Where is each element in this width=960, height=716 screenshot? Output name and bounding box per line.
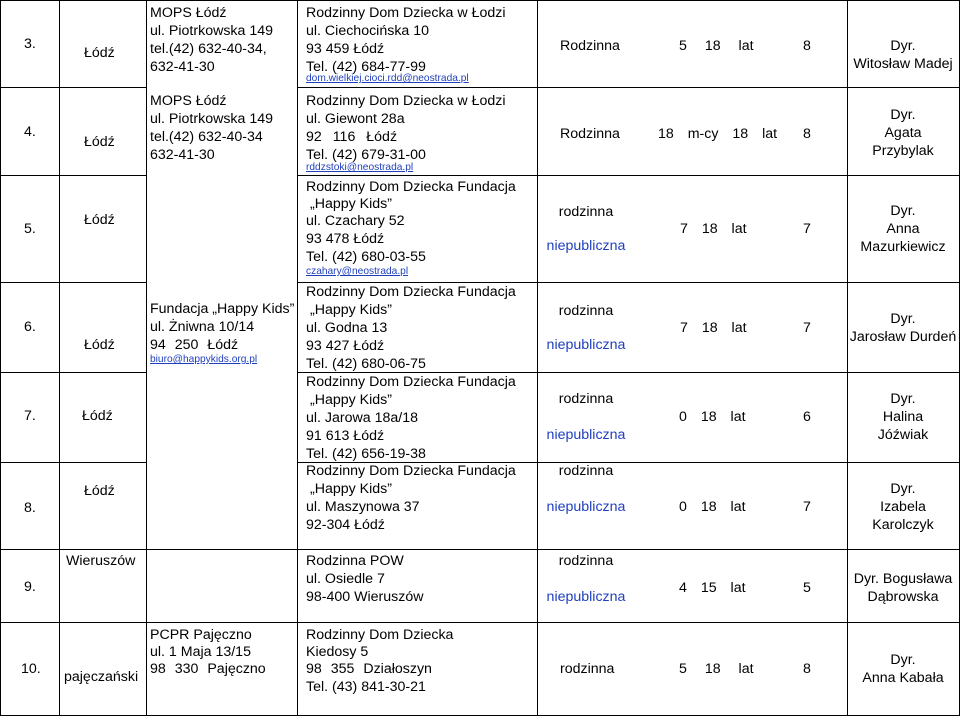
- home-line: 93 427 Łódź: [306, 338, 385, 354]
- home-line: 98-400 Wieruszów: [306, 589, 424, 605]
- home-type: niepubliczna: [546, 589, 626, 605]
- row-divider: [0, 87, 146, 88]
- home-line: Tel. (42) 680-03-55: [306, 249, 426, 265]
- row-number: 3.: [24, 36, 36, 52]
- col-divider: [537, 0, 538, 716]
- age-range: 5 18 lat: [679, 38, 754, 54]
- home-line: 92-304 Łódź: [306, 517, 385, 533]
- director-line: Dyr.: [890, 391, 916, 407]
- home-line: ul. Czachary 52: [306, 213, 405, 229]
- director-line: Dyr.: [890, 652, 916, 668]
- director-line: Jóźwiak: [877, 427, 929, 443]
- row-number: 6.: [24, 319, 36, 335]
- director-line: Mazurkiewicz: [860, 239, 946, 255]
- org-line: 632-41-30: [150, 59, 215, 75]
- org-line: ul. Piotrkowska 149: [150, 23, 274, 39]
- row-divider: [0, 0, 960, 1]
- home-line: Rodzinny Dom Dziecka Fundacja: [306, 463, 516, 479]
- org-line: 632-41-30: [150, 147, 215, 163]
- age-range: 0 18 lat: [679, 499, 746, 515]
- row-city: Łódź: [84, 134, 115, 150]
- director-line: Anna: [886, 221, 920, 237]
- row-city: Łódź: [84, 212, 115, 228]
- row-divider: [297, 175, 960, 176]
- director-line: Halina: [882, 409, 924, 425]
- home-type: Rodzinna: [560, 126, 620, 142]
- places-count: 7: [803, 221, 811, 237]
- row-city: Wieruszów: [66, 553, 136, 569]
- home-line: Kiedosy 5: [306, 644, 369, 660]
- row-number: 4.: [24, 124, 36, 140]
- home-line: Rodzinny Dom Dziecka: [306, 627, 454, 643]
- home-line: Rodzinny Dom Dziecka Fundacja: [306, 374, 516, 390]
- director-line: Dyr.: [890, 481, 916, 497]
- home-email-link[interactable]: rddzstoki@neostrada.pl: [306, 162, 414, 173]
- home-email-link[interactable]: dom.wielkiej.cioci.rdd@neostrada.pl: [306, 73, 469, 84]
- places-count: 6: [803, 409, 811, 425]
- org-line: PCPR Pajęczno: [150, 627, 252, 643]
- director-line: Agata: [884, 125, 922, 141]
- director-line: Dyr.: [890, 203, 916, 219]
- home-line: Tel. (42) 679-31-00: [306, 147, 426, 163]
- home-line: „Happy Kids”: [310, 481, 393, 497]
- home-type: niepubliczna: [546, 238, 626, 254]
- director-line: Anna Kabała: [862, 670, 944, 686]
- home-line: 92 116 Łódź: [306, 129, 398, 145]
- home-line: Tel. (43) 841-30-21: [306, 679, 426, 695]
- age-range: 5 18 lat: [679, 661, 754, 677]
- home-line: „Happy Kids”: [310, 392, 393, 408]
- home-type: niepubliczna: [546, 499, 626, 515]
- director-line: Dąbrowska: [867, 589, 939, 605]
- home-type: niepubliczna: [546, 337, 626, 353]
- home-line: „Happy Kids”: [310, 196, 393, 212]
- home-type: rodzinna: [558, 204, 614, 220]
- home-type: rodzinna: [558, 553, 614, 569]
- org-line: ul. 1 Maja 13/15: [150, 644, 251, 660]
- row-city: Łódź: [84, 337, 115, 353]
- age-range: 4 15 lat: [679, 580, 746, 596]
- home-line: „Happy Kids”: [310, 302, 393, 318]
- row-divider: [0, 282, 146, 283]
- places-count: 8: [803, 661, 811, 677]
- row-divider: [0, 622, 960, 623]
- row-city: Łódź: [84, 483, 115, 499]
- col-divider: [59, 0, 60, 716]
- home-type: rodzinna: [558, 303, 614, 319]
- places-count: 7: [803, 499, 811, 515]
- org-line: 98 330 Pajęczno: [150, 661, 266, 677]
- home-line: ul. Osiedle 7: [306, 571, 385, 587]
- home-line: Rodzinny Dom Dziecka Fundacja: [306, 179, 516, 195]
- age-range: 7 18 lat: [680, 221, 747, 237]
- home-line: ul. Godna 13: [306, 320, 388, 336]
- org-line: tel.(42) 632-40-34: [150, 129, 263, 145]
- row-number: 10.: [21, 661, 41, 677]
- org-line: tel.(42) 632-40-34,: [150, 41, 267, 57]
- org-line: 94 250 Łódź: [150, 337, 239, 353]
- row-divider: [0, 175, 146, 176]
- row-city: Łódź: [82, 408, 113, 424]
- places-count: 7: [803, 320, 811, 336]
- home-line: Tel. (42) 680-06-75: [306, 356, 426, 372]
- row-divider: [0, 462, 146, 463]
- home-line: 93 459 Łódź: [306, 41, 385, 57]
- home-line: 91 613 Łódź: [306, 428, 385, 444]
- home-line: ul. Giewont 28a: [306, 111, 405, 127]
- home-type: rodzinna: [558, 463, 614, 479]
- col-divider: [847, 0, 848, 716]
- home-line: 98 355 Działoszyn: [306, 661, 432, 677]
- org-email-link[interactable]: biuro@happykids.org.pl: [150, 354, 258, 365]
- org-line: MOPS Łódź: [150, 5, 227, 21]
- home-line: Tel. (42) 656-19-38: [306, 446, 426, 462]
- places-count: 8: [803, 38, 811, 54]
- home-line: Rodzinny Dom Dziecka w Łodzi: [306, 5, 506, 21]
- places-count: 5: [803, 580, 811, 596]
- row-city: pajęczański: [64, 669, 139, 685]
- director-line: Witosław Madej: [853, 56, 953, 72]
- home-type: rodzinna: [558, 391, 614, 407]
- org-line: Fundacja „Happy Kids”: [150, 301, 295, 317]
- director-line: Dyr.: [890, 38, 916, 54]
- col-divider: [0, 0, 1, 716]
- home-line: ul. Ciechocińska 10: [306, 23, 430, 39]
- row-city: Łódź: [84, 45, 115, 61]
- director-line: Karolczyk: [872, 517, 934, 533]
- row-divider: [297, 87, 960, 88]
- places-count: 8: [803, 126, 811, 142]
- director-line: Dyr. Bogusława: [853, 571, 953, 587]
- row-number: 8.: [24, 500, 36, 516]
- home-line: 93 478 Łódź: [306, 231, 385, 247]
- row-divider: [0, 549, 960, 550]
- home-line: Tel. (42) 684-77-99: [306, 59, 426, 75]
- home-type: niepubliczna: [546, 427, 626, 443]
- director-line: Izabela: [880, 499, 926, 515]
- col-divider: [146, 0, 147, 716]
- org-line: MOPS Łódź: [150, 93, 227, 109]
- age-range: 7 18 lat: [680, 320, 747, 336]
- director-line: Przybylak: [872, 143, 934, 159]
- row-number: 7.: [24, 408, 36, 424]
- director-line: Jarosław Durdeń: [849, 329, 957, 345]
- col-divider: [297, 0, 298, 716]
- org-line: ul. Żniwna 10/14: [150, 319, 255, 335]
- home-line: ul. Maszynowa 37: [306, 499, 420, 515]
- org-line: ul. Piotrkowska 149: [150, 111, 274, 127]
- home-type: Rodzinna: [560, 38, 620, 54]
- home-line: Rodzinny Dom Dziecka Fundacja: [306, 284, 516, 300]
- age-range: 0 18 lat: [679, 409, 746, 425]
- row-number: 5.: [24, 221, 36, 237]
- age-range: 18 m-cy 18 lat: [658, 126, 778, 142]
- director-line: Dyr.: [890, 311, 916, 327]
- home-line: ul. Jarowa 18a/18: [306, 410, 418, 426]
- home-line: Rodzinny Dom Dziecka w Łodzi: [306, 93, 506, 109]
- director-line: Dyr.: [890, 107, 916, 123]
- home-type: rodzinna: [560, 661, 615, 677]
- home-email-link[interactable]: czahary@neostrada.pl: [306, 266, 409, 277]
- row-number: 9.: [24, 579, 36, 595]
- home-line: Rodzinna POW: [306, 553, 404, 569]
- row-divider: [0, 372, 146, 373]
